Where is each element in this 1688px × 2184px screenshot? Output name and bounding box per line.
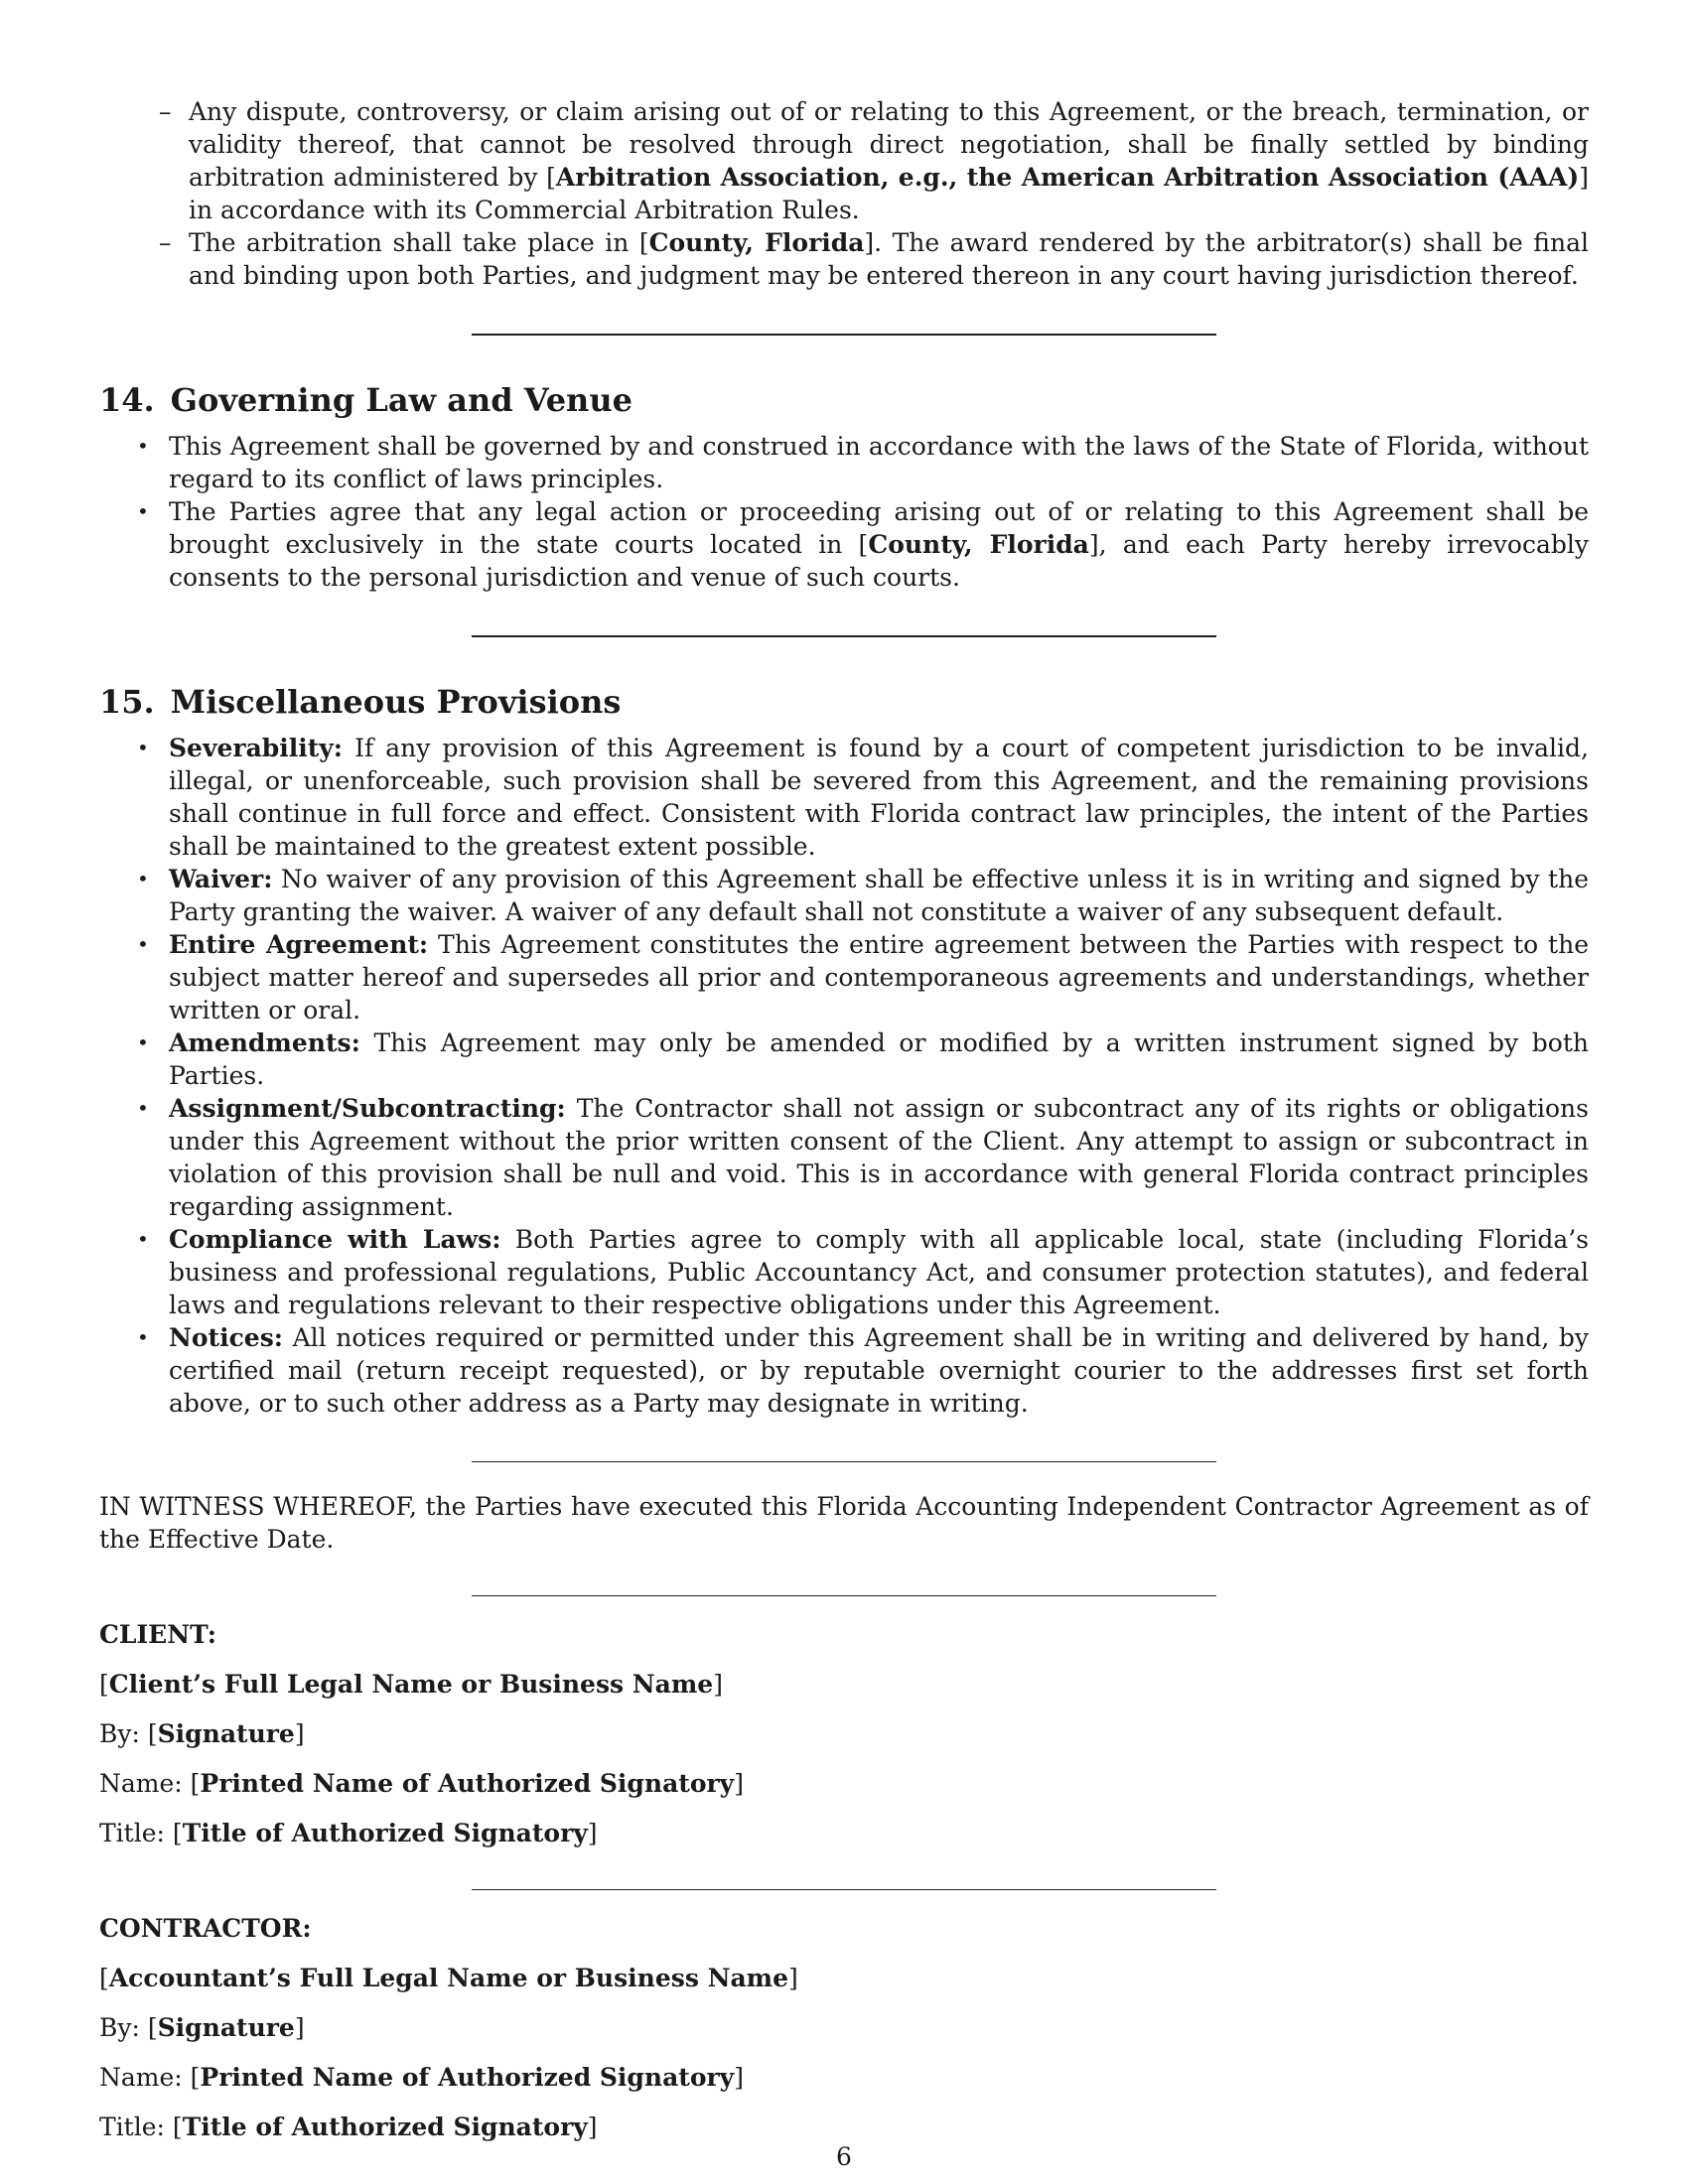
bullet-icon: • bbox=[137, 1227, 149, 1251]
list-item: • Severability: If any provision of this Agreement is found by a court of competent jurisdiction to be invalid, illegal, or unenforceable, such provision shall be severed from this Agreement, and the remaining provisions shall continue in full force and effect. Consistent with Florida contract law principles, the intent of the Parties shall be maintained to the greatest extent possible. bbox=[137, 734, 1589, 861]
client-name-placeholder: [Client’s Full Legal Name or Business Name] bbox=[99, 1670, 723, 1699]
list-item: • The Parties agree that any legal action or proceeding arising out of or relating to this Agreement shall be brought exclusively in the state courts located in [County, Florida], and each Party hereby irrevocably consents to the personal jurisdiction and venue of such courts. bbox=[137, 497, 1589, 592]
client-title-line: Title: [Title of Authorized Signatory] bbox=[99, 1819, 598, 1847]
list-item: • Amendments: This Agreement may only be amended or modified by a written instrument signed by both Parties. bbox=[137, 1028, 1589, 1090]
section-heading-15: 15. Miscellaneous Provisions bbox=[99, 683, 622, 721]
section15-list bbox=[99, 732, 1589, 1420]
page-content bbox=[99, 95, 1589, 2143]
section-divider bbox=[472, 1889, 1216, 1890]
bullet-icon: • bbox=[137, 434, 149, 458]
contractor-name-placeholder: [Accountant’s Full Legal Name or Business Name] bbox=[99, 1964, 798, 1992]
section-divider bbox=[472, 334, 1216, 336]
bullet-icon: • bbox=[137, 1325, 149, 1349]
list-item: • Entire Agreement: This Agreement constitutes the entire agreement between the Parties with respect to the subject matter hereof and supersedes all prior and contemporaneous agreements and understandings, whether written or oral. bbox=[137, 930, 1589, 1024]
section14-list bbox=[99, 430, 1589, 594]
dash-icon: – bbox=[159, 228, 172, 257]
contractor-heading: CONTRACTOR: bbox=[99, 1914, 312, 1943]
client-signature-block bbox=[99, 1618, 1589, 1849]
contractor-signature-block bbox=[99, 1912, 1589, 2143]
contractor-title-line: Title: [Title of Authorized Signatory] bbox=[99, 2113, 598, 2141]
section-divider bbox=[472, 1595, 1216, 1596]
list-item: • Waiver: No waiver of any provision of this Agreement shall be effective unless it is in writing and signed by the Party granting the waiver. A waiver of any default shall not constitute a waiver of any subsequent default. bbox=[137, 865, 1589, 926]
section-divider bbox=[472, 635, 1216, 637]
page-number: 6 bbox=[836, 2142, 852, 2171]
client-by-line: By: [Signature] bbox=[99, 1719, 305, 1748]
arbitration-list bbox=[159, 95, 1589, 292]
bullet-icon: • bbox=[137, 867, 149, 890]
bullet-icon: • bbox=[137, 1096, 149, 1120]
client-heading: CLIENT: bbox=[99, 1620, 217, 1649]
contractor-name-line: Name: [Printed Name of Authorized Signatory] bbox=[99, 2063, 744, 2092]
list-item: • This Agreement shall be governed by and construed in accordance with the laws of the State of Florida, without regard to its conflict of laws principles. bbox=[137, 432, 1589, 493]
witness-clause: IN WITNESS WHEREOF, the Parties have executed this Florida Accounting Independent Contractor Agreement as of the Effective Date. bbox=[99, 1492, 1589, 1554]
list-item: • Compliance with Laws: Both Parties agree to comply with all applicable local, state (including Florida’s business and professional regulations, Public Accountancy Act, and consumer protection statutes), and federal laws and regulations relevant to their respective obligations under this Agreement. bbox=[137, 1225, 1589, 1319]
list-item: • Notices: All notices required or permitted under this Agreement shall be in writing and delivered by hand, by certified mail (return receipt requested), or by reputable overnight courier to the addresses first set forth above, or to such other address as a Party may designate in writing. bbox=[137, 1323, 1589, 1418]
list-item: • Assignment/Subcontracting: The Contractor shall not assign or subcontract any of its rights or obligations under this Agreement without the prior written consent of the Client. Any attempt to assign or subcontract in violation of this provision shall be null and void. This is in accordance with general Florida contract principles regarding assignment. bbox=[137, 1094, 1589, 1221]
section-divider bbox=[472, 1461, 1216, 1462]
contractor-by-line: By: [Signature] bbox=[99, 2013, 305, 2042]
section-heading-14: 14. Governing Law and Venue bbox=[99, 381, 633, 419]
client-name-line: Name: [Printed Name of Authorized Signatory] bbox=[99, 1769, 744, 1798]
dash-icon: – bbox=[159, 97, 172, 126]
bullet-icon: • bbox=[137, 499, 149, 523]
bullet-icon: • bbox=[137, 1030, 149, 1054]
bullet-icon: • bbox=[137, 932, 149, 956]
bullet-icon: • bbox=[137, 736, 149, 759]
list-item: – The arbitration shall take place in [County, Florida]. The award rendered by the arbitrator(s) shall be final and binding upon both Parties, and judgment may be entered thereon in any court having jurisdiction thereof. bbox=[159, 228, 1589, 290]
list-item: – Any dispute, controversy, or claim arising out of or relating to this Agreement, or the breach, termination, or validity thereof, that cannot be resolved through direct negotiation, shall be finally settled by binding arbitration administered by [Arbitration Association, e.g., the American Arbitration Association (AAA)] in accordance with its Commercial Arbitration Rules. bbox=[159, 97, 1589, 224]
